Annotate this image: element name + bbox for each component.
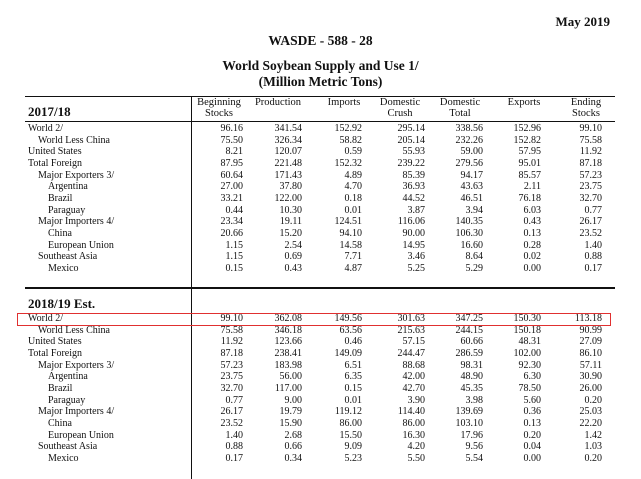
cell-value: 0.44 [225, 204, 243, 216]
table-row [28, 251, 608, 262]
cell-value: 26.17 [220, 406, 243, 418]
column-header-line1: Beginning [197, 97, 241, 108]
cell-value: 5.23 [344, 452, 362, 464]
cell-value: 149.56 [334, 313, 362, 324]
table-row [28, 216, 608, 227]
cell-value: 8.21 [225, 146, 243, 158]
cell-value: 0.20 [584, 452, 602, 464]
cell-value: 75.58 [220, 324, 243, 336]
cell-value: 244.15 [455, 324, 483, 336]
cell-value: 0.20 [523, 429, 541, 441]
cell-value: 11.92 [220, 336, 243, 348]
cell-value: 103.10 [455, 417, 483, 429]
cell-value: 36.93 [402, 181, 425, 193]
row-label: Brazil [48, 192, 73, 204]
column-header-line2: Total [449, 108, 471, 119]
cell-value: 23.52 [220, 417, 243, 429]
table-row [28, 123, 608, 134]
row-label: Brazil [48, 382, 73, 394]
cell-value: 0.34 [284, 452, 302, 464]
cell-value: 48.31 [518, 336, 541, 348]
cell-value: 57.11 [579, 359, 602, 371]
cell-value: 0.15 [344, 382, 362, 394]
row-label: Major Exporters 3/ [38, 169, 115, 181]
cell-value: 57.95 [518, 146, 541, 158]
row-label: Major Importers 4/ [38, 216, 115, 228]
cell-value: 90.99 [579, 324, 602, 336]
row-label: United States [28, 336, 82, 348]
cell-value: 2.11 [523, 181, 541, 193]
cell-value: 92.30 [518, 359, 541, 371]
table-row [28, 383, 608, 394]
cell-value: 26.00 [579, 382, 602, 394]
cell-value: 46.51 [460, 192, 483, 204]
cell-value: 22.20 [579, 417, 602, 429]
cell-value: 152.32 [334, 157, 362, 169]
cell-value: 215.63 [397, 324, 425, 336]
cell-value: 5.29 [465, 262, 483, 274]
cell-value: 86.00 [339, 417, 362, 429]
cell-value: 0.28 [523, 239, 541, 251]
cell-value: 15.90 [279, 417, 302, 429]
cell-value: 0.01 [344, 204, 362, 216]
table-row [28, 135, 608, 146]
cell-value: 295.14 [397, 123, 425, 134]
cell-value: 1.40 [584, 239, 602, 251]
table-row [28, 348, 608, 359]
cell-value: 1.40 [225, 429, 243, 441]
cell-value: 5.50 [407, 452, 425, 464]
cell-value: 0.59 [344, 146, 362, 158]
cell-value: 32.70 [579, 192, 602, 204]
cell-value: 60.66 [460, 336, 483, 348]
table-row [28, 360, 608, 371]
column-header-line2: Stocks [571, 108, 600, 119]
cell-value: 23.75 [220, 371, 243, 383]
cell-value: 15.50 [339, 429, 362, 441]
cell-value: 26.17 [579, 216, 602, 228]
cell-value: 124.51 [334, 216, 362, 228]
cell-value: 48.90 [460, 371, 483, 383]
cell-value: 0.04 [523, 441, 541, 453]
cell-value: 4.20 [407, 441, 425, 453]
cell-value: 102.00 [513, 347, 541, 359]
cell-value: 232.26 [455, 134, 483, 146]
row-label: Major Importers 4/ [38, 406, 115, 418]
column-header-line2: Stocks [204, 108, 233, 119]
cell-value: 5.54 [465, 452, 483, 464]
cell-value: 0.00 [523, 452, 541, 464]
cell-value: 9.00 [284, 394, 302, 406]
cell-value: 3.90 [407, 394, 425, 406]
cell-value: 3.94 [465, 204, 483, 216]
cell-value: 27.00 [220, 181, 243, 193]
cell-value: 0.17 [225, 452, 243, 464]
cell-value: 85.39 [402, 169, 425, 181]
cell-value: 4.70 [344, 181, 362, 193]
cell-value: 32.70 [220, 382, 243, 394]
cell-value: 43.63 [460, 181, 483, 193]
column-header-line1: Exports [507, 97, 541, 108]
column-header [243, 97, 313, 108]
cell-value: 14.95 [402, 239, 425, 251]
table-row [28, 240, 608, 251]
cell-value: 57.23 [579, 169, 602, 181]
cell-value: 116.06 [397, 216, 425, 228]
cell-value: 86.00 [402, 417, 425, 429]
column-header-line1: Production [254, 97, 302, 108]
table-row [28, 205, 608, 216]
section-title: 2018/19 Est. [28, 296, 96, 311]
cell-value: 347.25 [455, 313, 483, 324]
row-label: European Union [48, 239, 114, 251]
cell-value: 183.98 [274, 359, 302, 371]
cell-value: 1.15 [225, 239, 243, 251]
table-row [28, 325, 608, 336]
row-label: Mexico [48, 452, 79, 464]
row-label: United States [28, 146, 82, 158]
table-row [28, 418, 608, 429]
row-label: Argentina [48, 371, 88, 383]
row-label: China [48, 417, 72, 429]
cell-value: 75.58 [579, 134, 602, 146]
table-row [28, 395, 608, 406]
cell-value: 0.77 [225, 394, 243, 406]
cell-value: 0.43 [284, 262, 302, 274]
report-date: May 2019 [555, 14, 610, 29]
cell-value: 244.47 [397, 347, 425, 359]
cell-value: 119.12 [334, 406, 362, 418]
table-row [28, 453, 608, 464]
table-title-units: (Million Metric Tons) [258, 74, 383, 89]
row-label: World Less China [38, 324, 110, 336]
section-title: 2017/18 [28, 104, 71, 119]
cell-value: 25.03 [579, 406, 602, 418]
cell-value: 362.08 [274, 313, 302, 324]
cell-value: 76.18 [518, 192, 541, 204]
cell-value: 5.60 [523, 394, 541, 406]
cell-value: 0.17 [584, 262, 602, 274]
cell-value: 0.43 [523, 216, 541, 228]
cell-value: 57.15 [402, 336, 425, 348]
cell-value: 17.96 [460, 429, 483, 441]
column-header-line1: Domestic [439, 97, 481, 108]
cell-value: 152.82 [513, 134, 541, 146]
table-row [28, 193, 608, 204]
cell-value: 5.25 [407, 262, 425, 274]
cell-value: 279.56 [455, 157, 483, 169]
cell-value: 338.56 [455, 123, 483, 134]
row-label: Southeast Asia [38, 251, 98, 263]
cell-value: 3.87 [407, 204, 425, 216]
cell-value: 23.75 [579, 181, 602, 193]
cell-value: 99.10 [579, 123, 602, 134]
cell-value: 55.93 [402, 146, 425, 158]
cell-value: 1.42 [584, 429, 602, 441]
table-row [28, 336, 608, 347]
cell-value: 152.92 [334, 123, 362, 134]
cell-value: 150.30 [513, 313, 541, 324]
cell-value: 9.56 [465, 441, 483, 453]
cell-value: 56.00 [279, 371, 302, 383]
cell-value: 238.41 [274, 347, 302, 359]
row-label: World 2/ [28, 123, 64, 134]
table-row [28, 406, 608, 417]
cell-value: 59.00 [460, 146, 483, 158]
cell-value: 37.80 [279, 181, 302, 193]
table-row [28, 371, 608, 382]
cell-value: 117.00 [274, 382, 302, 394]
cell-value: 286.59 [455, 347, 483, 359]
cell-value: 152.96 [513, 123, 541, 134]
column-header-line1: Domestic [379, 97, 421, 108]
cell-value: 6.30 [523, 371, 541, 383]
cell-value: 106.30 [455, 227, 483, 239]
row-label: China [48, 227, 72, 239]
cell-value: 346.18 [274, 324, 302, 336]
table-row [28, 146, 608, 157]
cell-value: 90.00 [402, 227, 425, 239]
cell-value: 113.18 [574, 313, 602, 324]
row-label: Total Foreign [28, 157, 83, 169]
table-row [28, 181, 608, 192]
cell-value: 205.14 [397, 134, 425, 146]
cell-value: 23.34 [220, 216, 243, 228]
cell-value: 95.01 [518, 157, 541, 169]
cell-value: 114.40 [397, 406, 425, 418]
cell-value: 149.09 [334, 347, 362, 359]
cell-value: 6.51 [344, 359, 362, 371]
cell-value: 96.16 [220, 123, 243, 134]
cell-value: 6.03 [523, 204, 541, 216]
cell-value: 301.63 [397, 313, 425, 324]
table-row [28, 158, 608, 169]
cell-value: 99.10 [220, 313, 243, 324]
cell-value: 2.54 [284, 239, 302, 251]
cell-value: 57.23 [220, 359, 243, 371]
cell-value: 0.00 [523, 262, 541, 274]
cell-value: 0.15 [225, 262, 243, 274]
table-title-line1: World Soybean Supply and Use 1/ [222, 58, 419, 73]
row-label: World Less China [38, 134, 110, 146]
cell-value: 94.10 [339, 227, 362, 239]
cell-value: 0.13 [523, 227, 541, 239]
cell-value: 122.00 [274, 192, 302, 204]
cell-value: 45.35 [460, 382, 483, 394]
cell-value: 140.35 [455, 216, 483, 228]
cell-value: 44.52 [402, 192, 425, 204]
cell-value: 42.70 [402, 382, 425, 394]
cell-value: 0.02 [523, 251, 541, 263]
cell-value: 0.18 [344, 192, 362, 204]
cell-value: 14.58 [339, 239, 362, 251]
cell-value: 23.52 [579, 227, 602, 239]
cell-value: 0.88 [584, 251, 602, 263]
cell-value: 85.57 [518, 169, 541, 181]
cell-value: 87.18 [579, 157, 602, 169]
cell-value: 27.09 [579, 336, 602, 348]
cell-value: 63.56 [339, 324, 362, 336]
cell-value: 87.95 [220, 157, 243, 169]
table-row [28, 263, 608, 274]
section-divider [25, 287, 615, 289]
cell-value: 2.68 [284, 429, 302, 441]
cell-value: 33.21 [220, 192, 243, 204]
cell-value: 0.77 [584, 204, 602, 216]
cell-value: 0.46 [344, 336, 362, 348]
cell-value: 7.71 [344, 251, 362, 263]
cell-value: 88.68 [402, 359, 425, 371]
cell-value: 87.18 [220, 347, 243, 359]
cell-value: 4.89 [344, 169, 362, 181]
cell-value: 0.36 [523, 406, 541, 418]
cell-value: 0.20 [584, 394, 602, 406]
table-row [28, 313, 608, 324]
cell-value: 16.30 [402, 429, 425, 441]
cell-value: 123.66 [274, 336, 302, 348]
table-title [0, 58, 641, 90]
cell-value: 15.20 [279, 227, 302, 239]
cell-value: 341.54 [274, 123, 302, 134]
cell-value: 42.00 [402, 371, 425, 383]
cell-value: 326.34 [274, 134, 302, 146]
cell-value: 98.31 [460, 359, 483, 371]
cell-value: 19.11 [279, 216, 302, 228]
cell-value: 10.30 [279, 204, 302, 216]
cell-value: 94.17 [460, 169, 483, 181]
row-label: Argentina [48, 181, 88, 193]
cell-value: 0.88 [225, 441, 243, 453]
cell-value: 20.66 [220, 227, 243, 239]
cell-value: 171.43 [274, 169, 302, 181]
row-label: Mexico [48, 262, 79, 274]
cell-value: 16.60 [460, 239, 483, 251]
cell-value: 139.69 [455, 406, 483, 418]
row-label: Total Foreign [28, 347, 83, 359]
row-label: World 2/ [28, 313, 64, 324]
cell-value: 60.64 [220, 169, 243, 181]
table-row [28, 170, 608, 181]
report-number: WASDE - 588 - 28 [268, 33, 373, 48]
table-row [28, 441, 608, 452]
row-label: Paraguay [48, 394, 86, 406]
cell-value: 78.50 [518, 382, 541, 394]
cell-value: 19.79 [279, 406, 302, 418]
cell-value: 0.13 [523, 417, 541, 429]
cell-value: 1.15 [225, 251, 243, 263]
cell-value: 3.46 [407, 251, 425, 263]
cell-value: 1.03 [584, 441, 602, 453]
cell-value: 8.64 [465, 251, 483, 263]
column-header [489, 97, 559, 108]
cell-value: 221.48 [274, 157, 302, 169]
column-header-line1: Imports [327, 97, 361, 108]
table-row [28, 228, 608, 239]
cell-value: 75.50 [220, 134, 243, 146]
cell-value: 0.01 [344, 394, 362, 406]
column-header [551, 97, 621, 119]
cell-value: 0.69 [284, 251, 302, 263]
header-rule-bottom [25, 121, 615, 122]
table-row [28, 430, 608, 441]
column-header [425, 97, 495, 119]
row-label: Paraguay [48, 204, 86, 216]
column-header-line2: Crush [387, 108, 413, 119]
cell-value: 3.98 [465, 394, 483, 406]
cell-value: 30.90 [579, 371, 602, 383]
cell-value: 6.35 [344, 371, 362, 383]
cell-value: 0.66 [284, 441, 302, 453]
row-label: Major Exporters 3/ [38, 359, 115, 371]
cell-value: 9.09 [344, 441, 362, 453]
row-label: Southeast Asia [38, 441, 98, 453]
cell-value: 86.10 [579, 347, 602, 359]
row-label: European Union [48, 429, 114, 441]
cell-value: 239.22 [397, 157, 425, 169]
cell-value: 58.82 [339, 134, 362, 146]
cell-value: 11.92 [579, 146, 602, 158]
cell-value: 120.07 [274, 146, 302, 158]
cell-value: 150.18 [513, 324, 541, 336]
cell-value: 4.87 [344, 262, 362, 274]
column-header-line1: Ending [570, 97, 602, 108]
